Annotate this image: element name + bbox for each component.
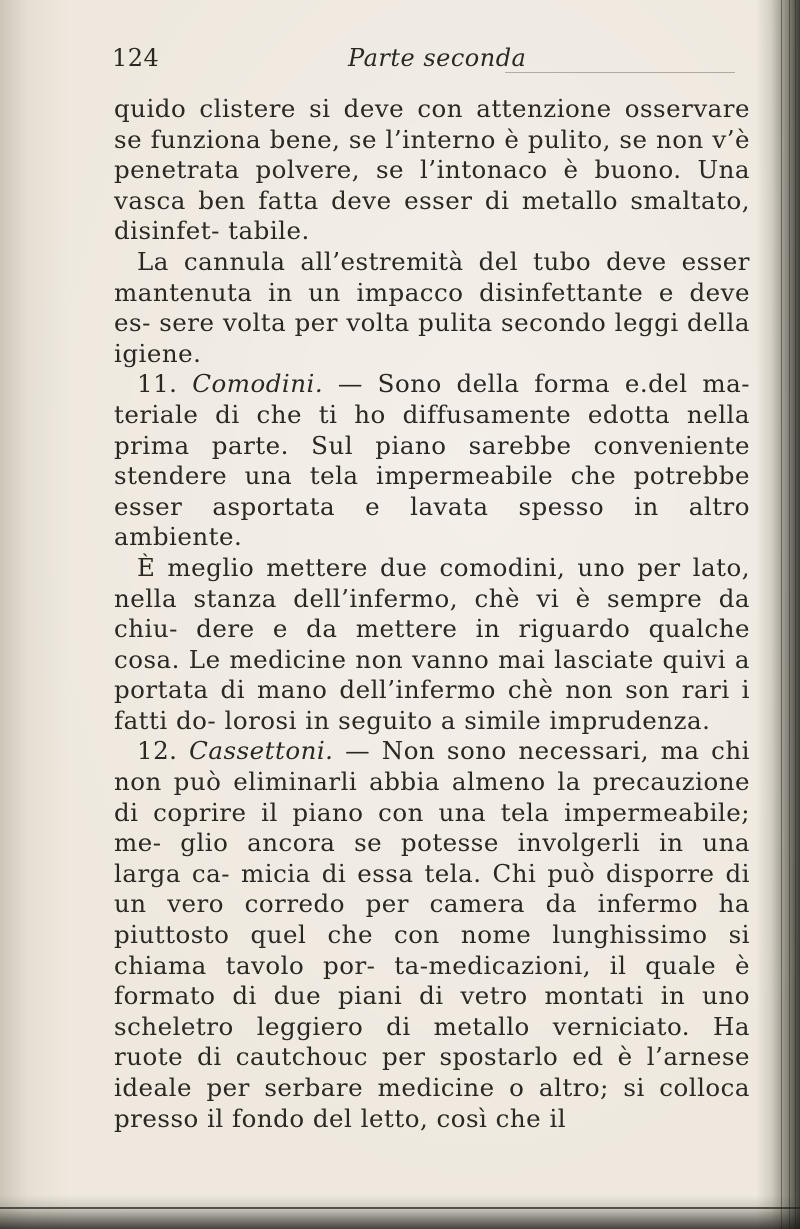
page-edge-line xyxy=(789,0,790,1229)
section-text: — Non sono necessari, ma chi non può eliminarli abbia almeno la precauzione di coprire il piano con una tela impermeabile; me- glio ancora se potesse involgerli in una larga ca- micia di essa tela. Chi può disporre di un vero corredo per camera da infermo ha piuttosto quel che con nome lunghissimo si chiama tavolo por- ta-medicazioni, il quale è formato di due piani di vetro montati in uno scheletro leggiero di metallo verniciato. Ha ruote di cautchouc per spostarlo ed è l’arnese ideale per serbare medicine o altro; si colloca presso il fondo del letto, così che il xyxy=(114,736,750,1133)
right-page-edge xyxy=(756,0,800,1229)
bottom-page-edge xyxy=(0,1207,800,1209)
section-title: Cassettoni. xyxy=(189,736,334,766)
paragraph: La cannula all’estremità del tubo deve esser mantenuta in un impacco disinfettante e deve es- sere volta per volta pulita secondo leggi della igiene. xyxy=(114,246,750,368)
page-edge-line xyxy=(781,0,782,1229)
section-text: — Sono della forma e.del ma- teriale di che ti ho diffusamente edotta nella prima parte. Sul piano sarebbe conveniente stendere una tela impermeabile che potrebbe esser asportata e lavata spesso in altro ambiente. xyxy=(114,369,750,552)
paragraph: quido clistere si deve con attenzione osservare se funziona bene, se l’interno è pulito, se non v’è penetrata polvere, se l’intonaco è buono. Una vasca ben fatta deve esser di metallo smaltato, disinfet- tabile. xyxy=(114,94,750,246)
section-title: Comodini. xyxy=(192,369,324,399)
header-rule xyxy=(505,72,735,73)
running-head: Parte seconda xyxy=(348,44,527,72)
bottom-page-shadow xyxy=(0,1195,800,1229)
section-number: 12. xyxy=(137,736,178,766)
page-number: 124 xyxy=(112,44,160,72)
section-paragraph-comodini xyxy=(114,369,750,553)
section-paragraph-cassettoni xyxy=(114,736,750,1134)
left-gutter-shadow xyxy=(0,0,70,1229)
page-header xyxy=(112,44,742,84)
paragraph: È meglio mettere due comodini, uno per lato, nella stanza dell’infermo, chè vi è sempre da chiu- dere e da mettere in riguardo qualche cosa. Le medicine non vanno mai lasciate quivi a portata di mano dell’infermo chè non son rari i fatti do- lorosi in seguito a simile imprudenza. xyxy=(114,552,750,735)
section-number: 11. xyxy=(137,369,178,399)
body-text xyxy=(114,94,750,1134)
page-edge-line xyxy=(795,0,796,1229)
